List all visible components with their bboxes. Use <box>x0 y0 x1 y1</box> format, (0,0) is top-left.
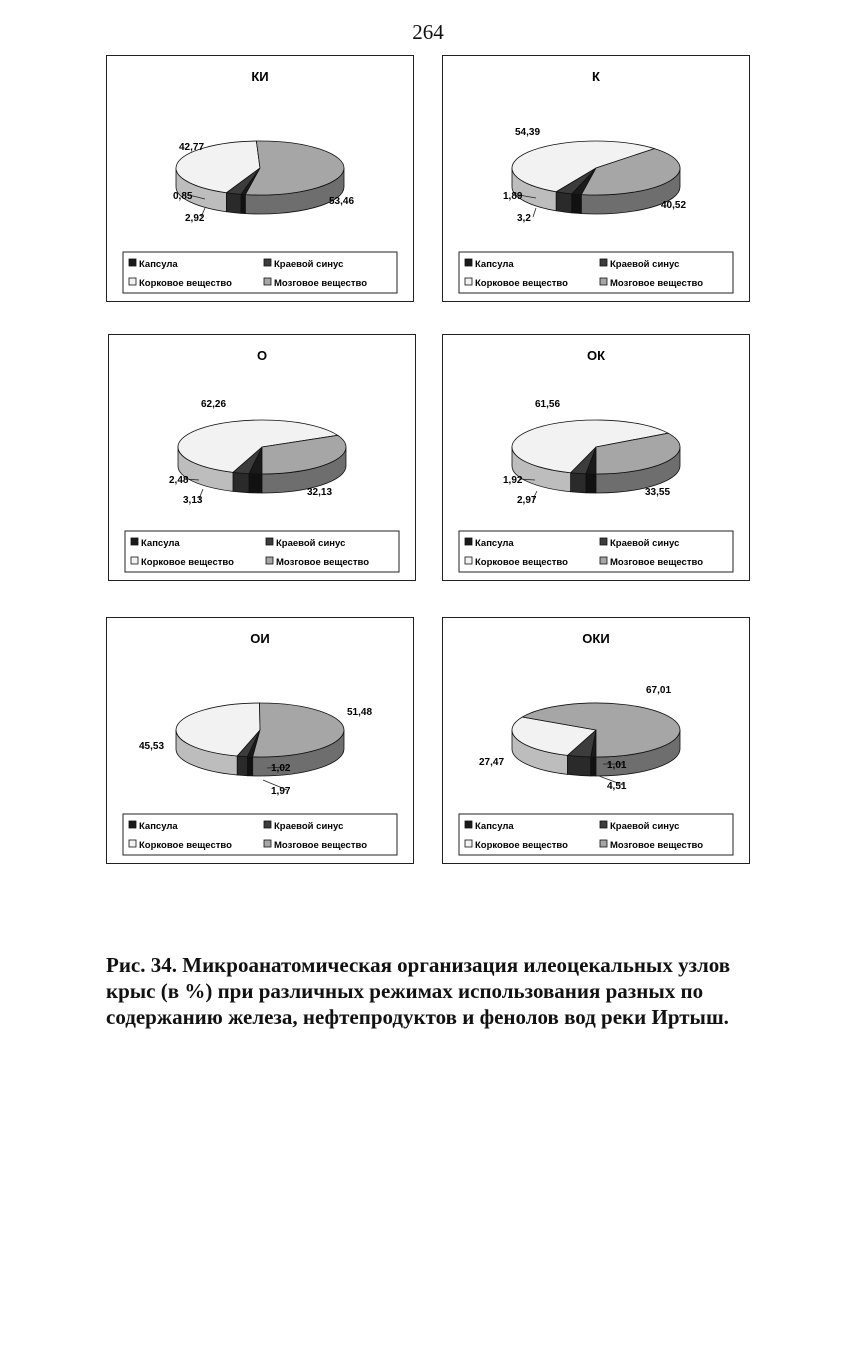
legend <box>123 814 397 855</box>
pie-chart-panel <box>442 334 750 581</box>
chart-title: ОКИ <box>582 631 610 646</box>
data-label-cortex: 27,47 <box>479 757 505 768</box>
data-label-sinus: 3,2 <box>517 213 531 224</box>
data-label-capsule: 1,01 <box>607 760 627 771</box>
data-label-medulla: 32,13 <box>307 487 333 498</box>
legend-label-sinus: Краевой синус <box>276 538 346 549</box>
pie-slice-side-sinus <box>567 755 590 776</box>
figure-caption: Рис. 34. Микроанатомическая организация илеоцекальных узлов крыс (в %) при различных режимах использования разных по содержанию железа, нефтепродуктов и фенолов вод реки Иртыш. <box>106 953 731 1029</box>
pie-slice-side-sinus <box>571 473 586 493</box>
pie-chart-panel <box>442 617 750 864</box>
legend-swatch-capsule <box>465 821 472 828</box>
legend-swatch-sinus <box>264 821 271 828</box>
data-label-sinus: 4,51 <box>607 781 627 792</box>
pie-slice-side-capsule <box>249 474 262 493</box>
legend <box>459 252 733 293</box>
legend-label-medulla: Мозговое вещество <box>274 278 368 289</box>
legend-swatch-sinus <box>600 821 607 828</box>
pie-slice-side-capsule <box>586 474 596 493</box>
data-label-cortex: 42,77 <box>179 142 205 153</box>
legend-swatch-cortex <box>465 278 472 285</box>
pie-slice-side-capsule <box>247 757 252 776</box>
data-label-sinus: 3,13 <box>183 495 203 506</box>
pie-chart-panel <box>106 55 414 302</box>
data-label-capsule: 0,85 <box>173 191 193 202</box>
legend-swatch-medulla <box>600 557 607 564</box>
pie-slice-side-sinus <box>233 472 249 492</box>
chart-title: О <box>256 348 268 363</box>
legend-swatch-cortex <box>131 557 138 564</box>
pie-slice-side-sinus <box>237 756 247 776</box>
chart-title: ОК <box>586 348 606 363</box>
legend-swatch-medulla <box>264 840 271 847</box>
legend-swatch-capsule <box>131 538 138 545</box>
legend-swatch-cortex <box>129 278 136 285</box>
data-label-medulla: 40,52 <box>661 200 687 211</box>
legend-label-sinus: Краевой синус <box>610 259 680 270</box>
data-label-cortex: 61,56 <box>535 399 561 410</box>
legend-swatch-medulla <box>600 840 607 847</box>
pie-chart-panel <box>106 617 414 864</box>
legend-label-capsule: Капсула <box>141 538 180 549</box>
pie-chart-svg <box>443 618 749 863</box>
data-label-capsule: 1,92 <box>503 475 523 486</box>
legend-label-cortex: Корковое вещество <box>139 278 232 289</box>
legend-swatch-capsule <box>129 821 136 828</box>
legend-label-medulla: Мозговое вещество <box>276 557 370 568</box>
legend-label-cortex: Корковое вещество <box>475 557 568 568</box>
legend-label-cortex: Корковое вещество <box>475 278 568 289</box>
chart-title: К <box>592 69 600 84</box>
legend-swatch-sinus <box>264 259 271 266</box>
legend-label-capsule: Капсула <box>475 538 514 549</box>
pie-slice-side-capsule <box>572 194 582 214</box>
legend-label-sinus: Краевой синус <box>610 538 680 549</box>
legend-swatch-sinus <box>266 538 273 545</box>
pie-chart-svg <box>109 335 415 580</box>
chart-title: ОИ <box>250 631 270 646</box>
data-label-sinus: 2,92 <box>185 213 205 224</box>
legend-label-capsule: Капсула <box>139 821 178 832</box>
page-number: 264 <box>412 20 444 44</box>
legend-label-medulla: Мозговое вещество <box>610 557 704 568</box>
legend <box>459 814 733 855</box>
pie-chart-panel <box>108 334 416 581</box>
legend-label-sinus: Краевой синус <box>274 259 344 270</box>
legend-label-cortex: Корковое вещество <box>141 557 234 568</box>
legend-label-capsule: Капсула <box>139 259 178 270</box>
data-label-sinus: 1,97 <box>271 786 291 797</box>
legend-label-medulla: Мозговое вещество <box>610 840 704 851</box>
pie-slice-side-sinus <box>556 192 572 213</box>
pie-chart-panel <box>442 55 750 302</box>
data-label-cortex: 54,39 <box>515 127 541 138</box>
legend-swatch-capsule <box>465 538 472 545</box>
legend-swatch-cortex <box>465 840 472 847</box>
legend-label-sinus: Краевой синус <box>610 821 680 832</box>
label-leader-line <box>533 208 536 217</box>
pie-slice-side-capsule <box>591 757 596 776</box>
data-label-medulla: 51,48 <box>347 707 373 718</box>
legend-label-capsule: Капсула <box>475 821 514 832</box>
legend-swatch-cortex <box>129 840 136 847</box>
data-label-capsule: 1,02 <box>271 763 291 774</box>
legend <box>123 252 397 293</box>
pie-chart-svg <box>443 56 749 301</box>
chart-title: КИ <box>251 69 269 84</box>
data-label-medulla: 53,46 <box>329 196 355 207</box>
legend-swatch-medulla <box>600 278 607 285</box>
legend-swatch-capsule <box>129 259 136 266</box>
legend-label-cortex: Корковое вещество <box>139 840 232 851</box>
pie-chart-svg <box>443 335 749 580</box>
legend-label-sinus: Краевой синус <box>274 821 344 832</box>
data-label-medulla: 33,55 <box>645 487 671 498</box>
data-label-capsule: 1,89 <box>503 191 523 202</box>
pie-chart-svg <box>107 618 413 863</box>
legend-label-cortex: Корковое вещество <box>475 840 568 851</box>
legend <box>125 531 399 572</box>
data-label-capsule: 2,48 <box>169 475 189 486</box>
legend-swatch-medulla <box>264 278 271 285</box>
data-label-cortex: 45,53 <box>139 741 165 752</box>
legend-swatch-sinus <box>600 538 607 545</box>
legend-label-medulla: Мозговое вещество <box>610 278 704 289</box>
legend-swatch-sinus <box>600 259 607 266</box>
pie-chart-svg <box>107 56 413 301</box>
pie-slice-side-capsule <box>241 194 245 213</box>
pie-slice-side-sinus <box>226 193 241 214</box>
legend-swatch-cortex <box>465 557 472 564</box>
legend-swatch-capsule <box>465 259 472 266</box>
legend <box>459 531 733 572</box>
data-label-sinus: 2,97 <box>517 495 537 506</box>
data-label-cortex: 62,26 <box>201 399 227 410</box>
legend-label-capsule: Капсула <box>475 259 514 270</box>
data-label-medulla: 67,01 <box>646 685 672 696</box>
legend-swatch-medulla <box>266 557 273 564</box>
legend-label-medulla: Мозговое вещество <box>274 840 368 851</box>
